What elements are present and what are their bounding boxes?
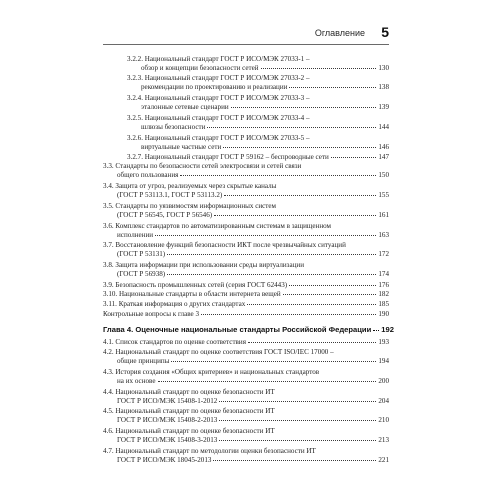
toc-entry-text: (ГОСТ Р 56938) [117,269,166,278]
dot-leader [219,440,376,441]
toc-entry-line [103,310,389,319]
toc-entry-line [103,377,389,386]
toc-page-number: 192 [381,325,394,334]
toc-entry-text: 4.4. Национальный стандарт по оценке безопасности ИТ [103,388,275,396]
toc-entry-text: 3.3. Стандарты по безопасности сетей электросвязи и сетей связи [103,162,302,170]
dot-leader [155,235,376,236]
toc-entry [103,222,389,239]
toc-entry [127,153,389,162]
toc-entry-line [127,83,389,92]
dot-leader [213,460,376,461]
toc-entry [103,162,389,179]
dot-leader [248,342,376,343]
dot-leader [283,294,377,295]
toc-entry-text: 3.2.5. Национальный стандарт ГОСТ Р ИСО/МЭК 27033-4 – [127,114,310,122]
toc-entry-text: исполнении [117,230,154,239]
toc-entry-text: (ГОСТ Р 53131) [117,249,166,258]
dot-leader [167,254,376,255]
toc-entry-text: 4.5. Национальный стандарт по оценке безопасности ИТ [103,407,275,415]
toc-page-number: 172 [378,249,389,258]
toc-entry-line [127,74,389,83]
toc-entry-line [103,357,389,366]
toc-entry-text: 3.4. Защита от угроз, реализуемых через скрытые каналы [103,182,277,190]
toc-page-number: 146 [378,142,389,151]
header-title: Оглавление [314,28,365,38]
toc-entry-text: 3.2.6. Национальный стандарт ГОСТ Р ИСО/МЭК 27033-5 – [127,134,310,142]
toc-entry-line [103,290,389,299]
toc-entry-text: обзор и концепции безопасности сетей [141,63,259,72]
dot-leader [214,215,376,216]
toc-entry-text: эталонные сетевые сценарии [141,102,229,111]
toc-page-number: 138 [378,82,389,91]
dot-leader [231,107,377,108]
toc-entry-line [103,202,389,211]
page-header [103,22,389,45]
toc-entry-text: 4.6. Национальный стандарт по оценке безопасности ИТ [103,427,275,435]
toc-entry-line [127,114,389,123]
toc-entry-text: 3.8. Защита информации при использовании среды виртуализации [103,261,305,269]
toc-page-number: 185 [378,300,389,308]
toc-entry-line [103,231,389,240]
toc-page-number: 190 [378,310,389,318]
toc-entry-line [103,397,389,406]
toc-entry-line [103,348,389,357]
toc-entry-text: шлюзы безопасности [141,122,206,131]
toc-page-number: 161 [378,210,389,219]
toc-entry-text: общие принципы [117,356,170,365]
toc-entry-line [103,436,389,445]
toc-entry-text: ГОСТ Р ИСО/МЭК 15408-3-2013 [117,435,218,444]
dot-leader [289,87,376,88]
toc-entry [127,55,389,72]
dot-leader [219,420,376,421]
toc-entry [103,338,389,347]
toc-entry-line [103,241,389,250]
dot-leader [373,330,379,331]
toc-page-number: 194 [378,356,389,365]
toc-page-number: 139 [378,102,389,111]
toc-entry-line [103,211,389,220]
toc-entry-line [127,103,389,112]
toc-entry [103,241,389,258]
toc-page-number: 213 [378,435,389,444]
toc-entry [103,348,389,365]
dot-leader [247,304,376,305]
toc-entry-line [103,162,389,171]
dot-leader [201,314,376,315]
toc-entry [103,202,389,219]
toc-entry [103,407,389,424]
toc-page-number: 210 [378,415,389,424]
toc-entry [103,281,389,290]
toc-entry-line [103,191,389,200]
toc-page-number: 130 [378,63,389,72]
toc-page-number: 182 [378,290,389,298]
toc-entry-text: ГОСТ Р ИСО/МЭК 15408-2-2013 [117,415,218,424]
toc-entry-text: 4.1. Список стандартов по оценке соответствия [103,338,246,346]
toc-entry [103,388,389,405]
toc-entry [103,368,389,385]
toc-entry-text: 3.10. Национальные стандарты в области интернета вещей [103,290,281,298]
toc-entry-text: 3.2.2. Национальный стандарт ГОСТ Р ИСО/МЭК 27033-1 – [127,55,310,63]
toc-entry-text: виртуальные частные сети [141,142,222,151]
toc-page-number: 200 [378,376,389,385]
toc-entry-text: общего пользования [117,170,179,179]
header-page-number: 5 [381,24,389,40]
toc-entry-text: (ГОСТ Р 53113.1, ГОСТ Р 53113.2) [117,190,223,199]
toc-entry-line [127,143,389,152]
toc-entry-text: Глава 4. Оценочные национальные стандарты Российской Федерации [103,325,372,334]
toc-entry [127,94,389,111]
toc-entry [103,290,389,299]
toc-entry-line [127,134,389,143]
toc-entry-text: (ГОСТ Р 56545, ГОСТ Р 56546) [117,210,213,219]
toc-entry [103,447,389,464]
toc-entry-line [103,281,389,290]
toc-entry-text: 3.2.4. Национальный стандарт ГОСТ Р ИСО/МЭК 27033-3 – [127,94,310,102]
toc-page-number: 147 [378,153,389,161]
toc-entry-text: 4.7. Национальный стандарт по методологии оценки безопасности ИТ [103,447,316,455]
toc-entry-line [103,416,389,425]
toc-entry-line [103,447,389,456]
dot-leader [224,195,376,196]
toc-entry-text: Контрольные вопросы к главе 3 [103,310,200,318]
toc-page-number: 176 [378,281,389,289]
toc-entry-line [127,64,389,73]
toc-entry [127,74,389,91]
dot-leader [289,285,376,286]
toc-entry-line [103,270,389,279]
dot-leader [219,401,376,402]
toc-entry [103,300,389,309]
toc-entry-line [103,427,389,436]
toc-page-number: 174 [378,269,389,278]
toc-entry-line [103,388,389,397]
toc-entry-text: рекомендации по проектированию и реализации [141,82,288,91]
toc-entry [103,261,389,278]
dot-leader [331,157,377,158]
toc-entry-line [103,325,394,335]
dot-leader [171,361,376,362]
dot-leader [167,274,376,275]
toc-entry-text: 3.7. Восстановление функций безопасности ИКТ после чрезвычайных ситуаций [103,241,346,249]
dot-leader [207,127,376,128]
toc-entry-line [103,300,389,309]
toc-entry-line [127,153,389,162]
toc-entry-line [103,261,389,270]
toc-entry [103,182,389,199]
toc-page-number: 144 [378,122,389,131]
toc-entry-text: 4.2. Национальный стандарт по оценке соответствия ГОСТ ISO/IEC 17000 – [103,348,334,356]
toc-entry-text: 3.5. Стандарты по уязвимостям информационных систем [103,202,277,210]
toc-page-number: 150 [378,170,389,179]
toc-entry [127,134,389,151]
toc-entry-line [127,94,389,103]
dot-leader [180,175,376,176]
toc-entry-text: 4.3. История создания «Общих критериев» и национальных стандартов [103,368,320,376]
toc-entry-line [103,456,389,465]
toc-entry-text: 3.9. Безопасность промышленных сетей (серия ГОСТ 62443) [103,281,288,289]
toc-page-number: 155 [378,190,389,199]
toc-chapter-heading [103,325,394,335]
toc-entry-line [127,55,389,64]
dot-leader [261,68,377,69]
toc-entry-text: на их основе [117,376,156,385]
toc-entry-text: 3.2.7. Национальный стандарт ГОСТ Р 59162 – беспроводные сети [127,153,329,161]
dot-leader [223,147,376,148]
toc-entry-text: 3.11. Краткая информация о других стандартах [103,300,246,308]
toc-entry-line [103,250,389,259]
toc-entry-line [103,338,389,347]
toc-entry-line [103,171,389,180]
toc-entry-text: 3.2.3. Национальный стандарт ГОСТ Р ИСО/МЭК 27033-2 – [127,74,310,82]
toc-page-number: 163 [378,230,389,239]
toc-page-number: 204 [378,396,389,405]
toc-entry-line [103,182,389,191]
toc-entry-text: ГОСТ Р ИСО/МЭК 18045-2013 [117,455,212,464]
toc-entry-text: ГОСТ Р ИСО/МЭК 15408-1-2012 [117,396,218,405]
toc-entry-line [103,222,389,231]
toc-entry [103,310,389,319]
toc-entry [103,427,389,444]
toc-entry-line [103,407,389,416]
toc-entry-text: 3.6. Комплекс стандартов по автоматизированным системам в защищенном [103,222,332,230]
toc-entry-line [103,368,389,377]
toc-page-number: 221 [378,455,389,464]
toc-page-number: 193 [378,338,389,346]
dot-leader [158,381,377,382]
toc-entry [127,114,389,131]
toc-entry-line [127,123,389,132]
